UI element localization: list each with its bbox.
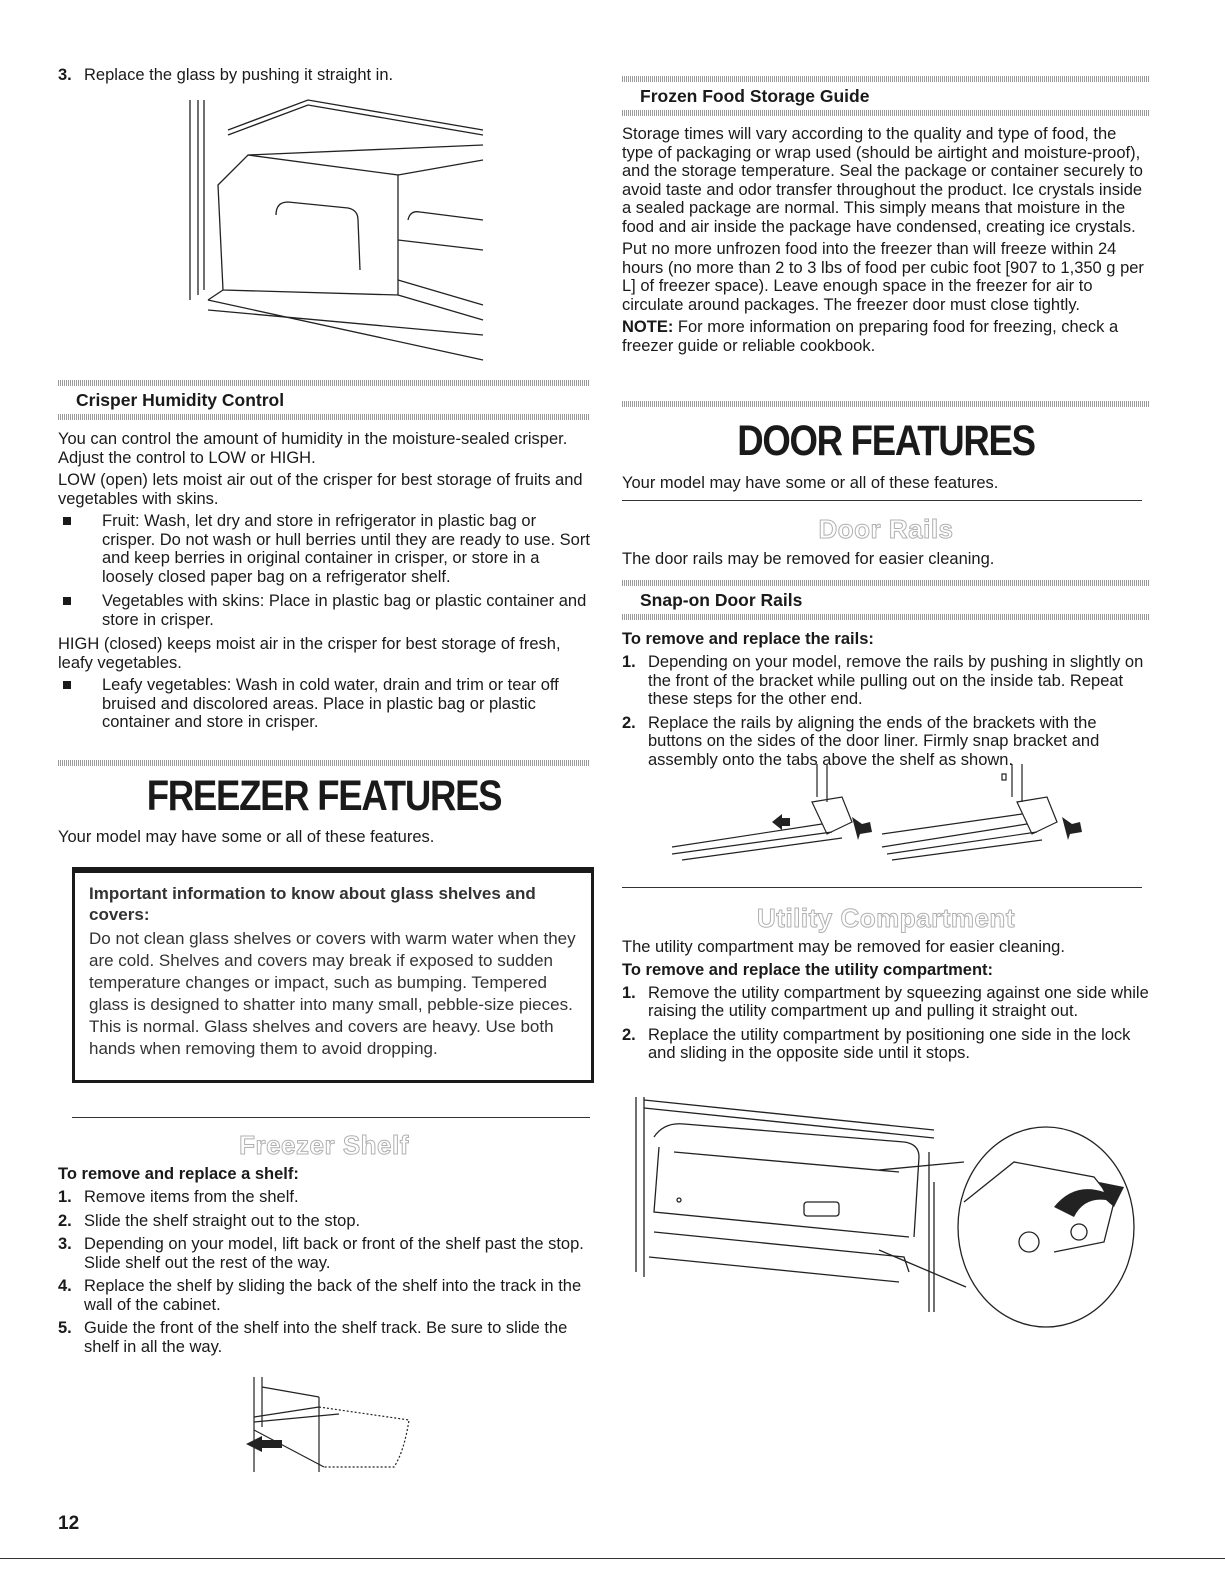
- freezer-shelf-title: Freezer Shelf: [239, 1130, 409, 1160]
- step-number: 3.: [58, 66, 72, 84]
- step-text: Guide the front of the shelf into the shelf track. Be sure to slide the shelf in all the way.: [84, 1319, 568, 1356]
- snap-on-rails-section: [622, 580, 1150, 774]
- step-text: Depending on your model, lift back or front of the shelf past the stop. Slide shelf out the rest of the way.: [84, 1235, 584, 1272]
- page-number: 12: [58, 1513, 80, 1534]
- crisper-section: [58, 380, 590, 738]
- section-divider: [58, 760, 590, 766]
- subheading: To remove and replace a shelf:: [58, 1165, 299, 1183]
- door-rails-title: Door Rails: [818, 514, 954, 544]
- list-item: Fruit: Wash, let dry and store in refrigerator in plastic bag or crisper. Do not wash or hull berries until they are ready to use. Sort and keep berries in original container in crisper, or store in a loosely closed paper bag on a refrigerator shelf.: [58, 512, 590, 586]
- step-text: Remove items from the shelf.: [84, 1188, 299, 1206]
- step-number: 1.: [58, 1188, 72, 1206]
- list-item: [58, 1212, 590, 1231]
- paragraph: The door rails may be removed for easier cleaning.: [622, 550, 995, 568]
- utility-compartment-title: Utility Compartment: [757, 903, 1015, 933]
- glass-shelves-info-box: [72, 867, 594, 1083]
- step-text: Slide the shelf straight out to the stop.: [84, 1211, 361, 1230]
- step-number: 1.: [622, 983, 636, 1002]
- list-item: [58, 1188, 590, 1207]
- step-number: 4.: [58, 1277, 72, 1295]
- section-title: Crisper Humidity Control: [76, 390, 285, 410]
- info-box-body: Do not clean glass shelves or covers with warm water when they are cold. Shelves and covers may break if exposed to sudden temperature changes or impact, such as bumping. Tempered glass is designed to shatter into many small, pebble-size pieces. This is normal. Glass shelves and covers are heavy. Use both hands when removing them to avoid dropping.: [89, 929, 576, 1058]
- section-title: Frozen Food Storage Guide: [640, 86, 870, 106]
- list-item: [58, 1235, 590, 1272]
- paragraph: Your model may have some or all of these features.: [622, 474, 999, 492]
- step-number: 2.: [58, 1211, 72, 1230]
- frozen-food-section: [622, 76, 1150, 359]
- info-box-heading: Important information to know about glass shelves and covers:: [89, 884, 536, 924]
- list-item: [622, 984, 1150, 1021]
- list-item: [58, 66, 590, 85]
- note-paragraph: [622, 318, 1150, 355]
- note-label: NOTE:: [622, 318, 674, 336]
- step-list: [58, 1188, 590, 1356]
- crisper-glass-illustration: [188, 90, 488, 365]
- paragraph: Your model may have some or all of these features.: [58, 828, 435, 846]
- list-item: [58, 1277, 590, 1314]
- step-number: 1.: [622, 653, 636, 671]
- section-divider: [622, 401, 1150, 407]
- step-text: Replace the glass by pushing it straight in.: [84, 66, 394, 84]
- step-number: 5.: [58, 1319, 72, 1337]
- step-text: Depending on your model, remove the rails by pushing in slightly on the front of the bracket while pulling out on the inside tab. Repeat these steps for the other end.: [648, 653, 1144, 708]
- paragraph: You can control the amount of humidity in the moisture-sealed crisper. Adjust the control to LOW or HIGH.: [58, 430, 568, 467]
- list-item: [58, 1319, 590, 1356]
- step-list: [622, 984, 1150, 1063]
- subheading: To remove and replace the rails:: [622, 630, 874, 648]
- utility-section: [622, 938, 1150, 1068]
- list-item: [622, 653, 1150, 709]
- door-rails-illustration: [672, 762, 1092, 872]
- paragraph: HIGH (closed) keeps moist air in the crisper for best storage of fresh, leafy vegetables.: [58, 635, 561, 672]
- section-title: Snap-on Door Rails: [640, 590, 803, 610]
- paragraph: Put no more unfrozen food into the freezer than will freeze within 24 hours (no more than 2 to 3 lbs of food per cubic foot [907 to 1,350 g per L] of freezer space). Leave enough space in the freezer for air to circulate around packages. The freezer door must close tightly.: [622, 240, 1144, 314]
- step-number: 3.: [58, 1235, 72, 1253]
- paragraph: The utility compartment may be removed for easier cleaning.: [622, 938, 1065, 956]
- utility-compartment-illustration: [634, 1092, 1139, 1332]
- step-number: 2.: [622, 1025, 636, 1044]
- bullet-list: [58, 512, 590, 629]
- step-number: 2.: [622, 713, 636, 732]
- freezer-shelf-illustration: [244, 1372, 414, 1477]
- step-text: Replace the rails by aligning the ends of the brackets with the buttons on the sides of the door liner. Firmly snap bracket and assembly onto the tabs above the shelf as shown.: [648, 713, 1100, 769]
- note-text: For more information on preparing food for freezing, check a freezer guide or reliable cookbook.: [622, 318, 1119, 355]
- list-item: Leafy vegetables: Wash in cold water, drain and trim or tear off bruised and discolored areas. Place in plastic bag or plastic container and store in crisper.: [58, 676, 590, 732]
- subheading: To remove and replace the utility compartment:: [622, 960, 994, 979]
- step-text: Replace the utility compartment by positioning one side in the lock and sliding in the opposite side until it stops.: [648, 1025, 1131, 1062]
- paragraph: Storage times will vary according to the quality and type of food, the type of packaging or wrap used (should be airtight and moisture-proof), and the storage temperature. Seal the package or container securely to avoid taste and odor transfer throughout the product. Ice crystals inside a sealed package are normal. This simply means that moisture in the food and air inside the package have condensed, creating ice crystals.: [622, 125, 1143, 236]
- list-item: [622, 714, 1150, 770]
- door-features-title: DOOR FEATURES: [737, 417, 1035, 465]
- crisper-step-list: [58, 66, 590, 90]
- bullet-list: [58, 676, 590, 732]
- list-item: Vegetables with skins: Place in plastic bag or plastic container and store in crisper.: [58, 592, 590, 629]
- page-bottom-rule: [0, 1558, 1225, 1559]
- freezer-features-title: FREEZER FEATURES: [146, 772, 502, 820]
- step-text: Remove the utility compartment by squeezing against one side while raising the utility compartment up and pulling it straight out.: [648, 983, 1149, 1020]
- step-text: Replace the shelf by sliding the back of the shelf into the track in the wall of the cabinet.: [84, 1277, 582, 1314]
- section-rule: [622, 500, 1142, 501]
- step-list: [622, 653, 1150, 769]
- freezer-shelf-section: [58, 1163, 590, 1361]
- paragraph: LOW (open) lets moist air out of the crisper for best storage of fruits and vegetables with skins.: [58, 471, 583, 508]
- section-rule: [622, 887, 1142, 888]
- section-rule: [72, 1117, 590, 1118]
- list-item: [622, 1026, 1150, 1063]
